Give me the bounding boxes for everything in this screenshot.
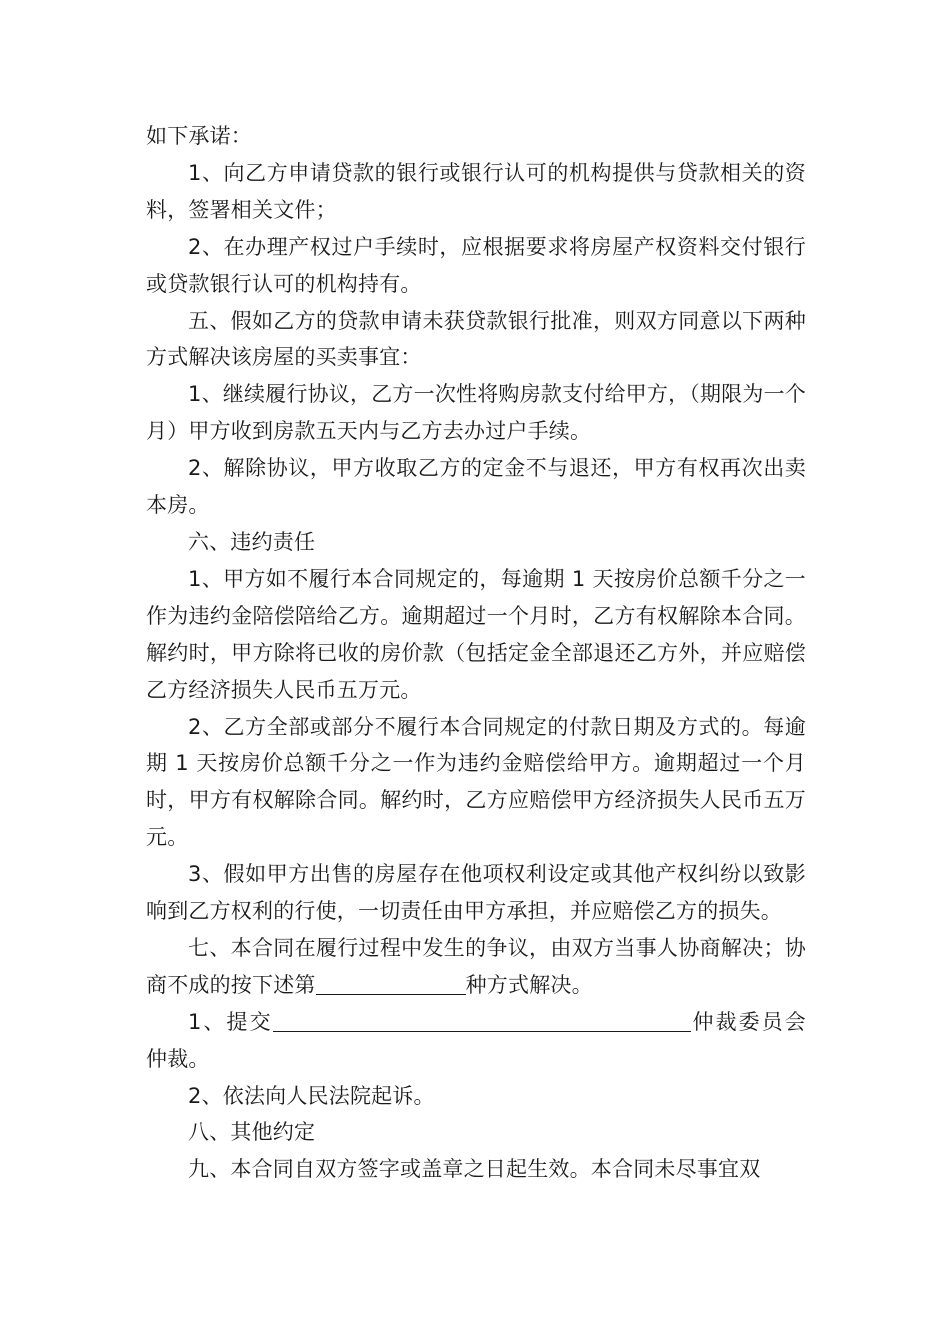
paragraph-buyer-breach: 2、乙方全部或部分不履行本合同规定的付款日期及方式的。每逾期 1 天按房价总额千分之一作为违约金赔偿给甲方。逾期超过一个月时，甲方有权解除合同。解约时，乙方应赔偿甲方经济损失人民币五万元。 bbox=[146, 714, 806, 850]
paragraph-continue-agreement: 1、继续履行协议，乙方一次性将购房款支付给甲方，（期限为一个月）甲方收到房款五天内与乙方去办过户手续。 bbox=[146, 382, 806, 444]
contract-body bbox=[146, 118, 806, 1188]
paragraph-title-dispute: 3、假如甲方出售的房屋存在他项权利设定或其他产权纠纷以致影响到乙方权利的行使，一切责任由甲方承担，并应赔偿乙方的损失。 bbox=[146, 862, 806, 924]
paragraph-effective-date: 九、本合同自双方签字或盖章之日起生效。本合同未尽事宜双 bbox=[188, 1157, 761, 1182]
paragraph-terminate-agreement: 2、解除协议，甲方收取乙方的定金不与退还，甲方有权再次出卖本房。 bbox=[146, 456, 806, 518]
heading-breach-liability: 六、违约责任 bbox=[188, 529, 316, 554]
arbitration-text-before: 1、提交 bbox=[188, 1009, 273, 1034]
paragraph-title-transfer: 2、在办理产权过户手续时，应根据要求将房屋产权资料交付银行或贷款银行认可的机构持有。 bbox=[146, 234, 806, 296]
dispute-text-after: 种方式解决。 bbox=[465, 972, 593, 997]
dispute-text-before: 七、本合同在履行过程中发生的争议，由双方当事人协商解决；协商不成的按下述第 bbox=[146, 935, 806, 997]
paragraph-loan-documents: 1、向乙方申请贷款的银行或银行认可的机构提供与贷款相关的资料，签署相关文件； bbox=[146, 160, 806, 222]
paragraph-section-five: 五、假如乙方的贷款申请未获贷款银行批准，则双方同意以下两种方式解决该房屋的买卖事宜： bbox=[146, 308, 806, 370]
paragraph-dispute-resolution bbox=[146, 930, 806, 1004]
arbitration-text-after: 仲裁委员会仲裁。 bbox=[146, 1009, 806, 1071]
paragraph-seller-breach: 1、甲方如不履行本合同规定的，每逾期 1 天按房价总额千分之一作为违约金陪偿陪给乙方。逾期超过一个月时，乙方有权解除本合同。解约时，甲方除将已收的房价款（包括定金全部退还乙方外，并应赔偿乙方经济损失人民币五万元。 bbox=[146, 566, 806, 702]
paragraph-arbitration bbox=[146, 1004, 806, 1078]
method-number-blank[interactable] bbox=[316, 972, 466, 995]
paragraph-court-lawsuit: 2、依法向人民法院起诉。 bbox=[188, 1083, 435, 1108]
heading-other-agreements: 八、其他约定 bbox=[188, 1120, 316, 1145]
arbitration-committee-blank[interactable] bbox=[273, 1009, 691, 1032]
paragraph-commitment-intro: 如下承诺： bbox=[146, 124, 252, 148]
